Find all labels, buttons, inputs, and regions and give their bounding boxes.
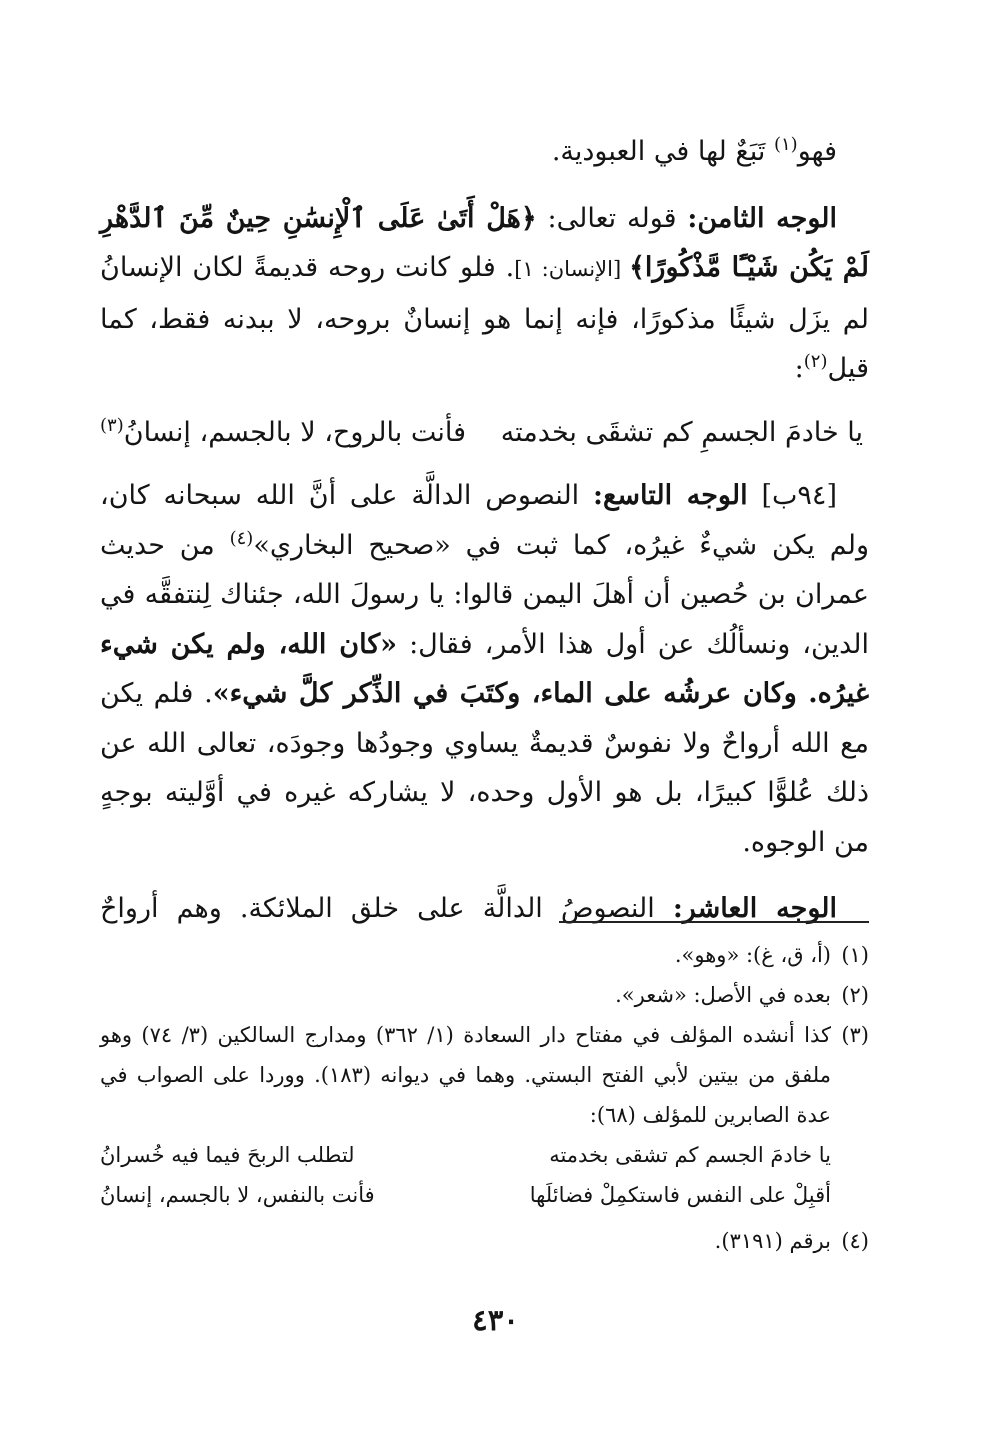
section-heading-8: الوجه الثامن: [687, 202, 837, 234]
text-span: من حديث عمران بن حُصين أن أهلَ اليمن قالوا: يا رسولَ الله، جئناك لِنتفقَّه في الدين، ونسألُك عن أول هذا الأمر، فقال: [100, 529, 869, 660]
text-span: النصوصُ الدالَّة على خلق الملائكة. وهم أرواحٌ [100, 893, 673, 924]
footnote-number: (٢) [841, 983, 869, 1007]
folio-marker: [٩٤ب] [747, 480, 837, 511]
footnote-text: برقم (٣١٩١). [714, 1229, 831, 1253]
footnote-separator [559, 921, 869, 923]
footnote-text: (أ، ق، غ): «وهو». [674, 943, 831, 967]
verse-reference: [الإنسان: ١] [514, 257, 630, 281]
poem-hemistich-1: يا خادمَ الجسمِ كم تشقَى بخدمته [500, 416, 863, 448]
paragraph-4 [100, 884, 869, 934]
text-span: . فلم يكن مع الله أرواحٌ ولا نفوسٌ قديمةٌ يساوي وجودُها وجودَه، تعالى الله عن ذلك عُلوًّا كبيرًا، بل هو الأول وحده، لا يشاركه غيره في أوَّليته بوجهٍ من الوجوه. [100, 678, 869, 858]
poem-hemistich-2-wrap [100, 408, 466, 458]
footnote-text: كذا أنشده المؤلف في مفتاح دار السعادة (١/ ٣٦٢) ومدارج السالكين (٣/ ٧٤) وهو ملفق من بيتين لأبي الفتح البستي. وهما في ديوانه (١٨٣). ووردا على الصواب في عدة الصابرين للمؤلف (٦٨): [100, 1023, 831, 1127]
footnotes-section [100, 935, 869, 1261]
footnote-2 [100, 975, 869, 1015]
paragraph-2 [100, 194, 869, 394]
paragraph-3 [100, 471, 869, 867]
footnote-poem-hemistich: يا خادمَ الجسم كم تشقى بخدمته [549, 1143, 831, 1167]
poem-hemistich-2: فأنت بالروح، لا بالجسم، إنسانُ [123, 416, 466, 448]
footnote-3 [100, 1015, 869, 1135]
text-span: . فلو كانت روحه قديمةً لكان الإنسانُ لم يزَل شيئًا مذكورًا، فإنه إنما هو إنسانٌ بروحه، لا ببدنه فقط، كما قيل [100, 252, 869, 384]
section-heading-10: الوجه العاشر: [672, 893, 838, 924]
text-span: النصوص الدالَّة على أنَّ الله سبحانه كان، ولم يكن شيءٌ غيرُه، كما ثبت في «صحيح البخاري» [100, 480, 869, 561]
text-span: تَبَعٌ لها في العبودية. [551, 136, 774, 167]
footnote-poem-hemistich: فأنت بالنفس، لا بالجسم، إنسانُ [100, 1183, 375, 1207]
footnote-ref-3[interactable]: (٣) [100, 414, 124, 436]
hadith-quote: «كان الله، ولم يكن شيء غيرُه. وكان عرشُه على الماء، وكتَبَ في الذِّكر كلَّ شيء» [100, 628, 869, 709]
section-heading-9: الوجه التاسع: [593, 480, 748, 511]
page-number: ٤٣٠ [472, 1303, 519, 1337]
footnote-number: (٤) [841, 1229, 869, 1253]
text-span: : [794, 353, 804, 384]
footnote-text: بعده في الأصل: «شعر». [615, 983, 831, 1007]
footnote-poem-hemistich: أقبِلْ على النفس فاستكمِلْ فضائلَها [529, 1183, 831, 1207]
footnote-number: (٣) [841, 1023, 869, 1047]
footnote-1 [100, 935, 869, 975]
text-span: فهو [797, 136, 837, 167]
footnote-ref-4[interactable]: (٤) [229, 527, 254, 549]
footnote-ref-2[interactable]: (٢) [803, 351, 828, 372]
text-span: قوله تعالى: [536, 202, 688, 234]
footnote-poem-line-2 [100, 1175, 869, 1215]
footnote-poem-hemistich: لتطلب الربحَ فيما فيه خُسرانُ [100, 1143, 355, 1167]
footnote-poem-line-1 [100, 1135, 869, 1175]
quran-verse: ﴿هَلْ أَتَىٰ عَلَى ٱلْإِنسَٰنِ حِينٌ مِّنَ ٱلدَّهْرِ لَمْ يَكُن شَيْـًٔا مَّذْكُورًا﴾ [100, 202, 869, 283]
footnote-number: (١) [841, 943, 869, 967]
footnote-4 [100, 1221, 869, 1261]
footnote-ref-1[interactable]: (١) [773, 134, 798, 155]
main-text [100, 127, 869, 934]
poem-verse [100, 408, 869, 458]
paragraph-1 [100, 127, 869, 177]
